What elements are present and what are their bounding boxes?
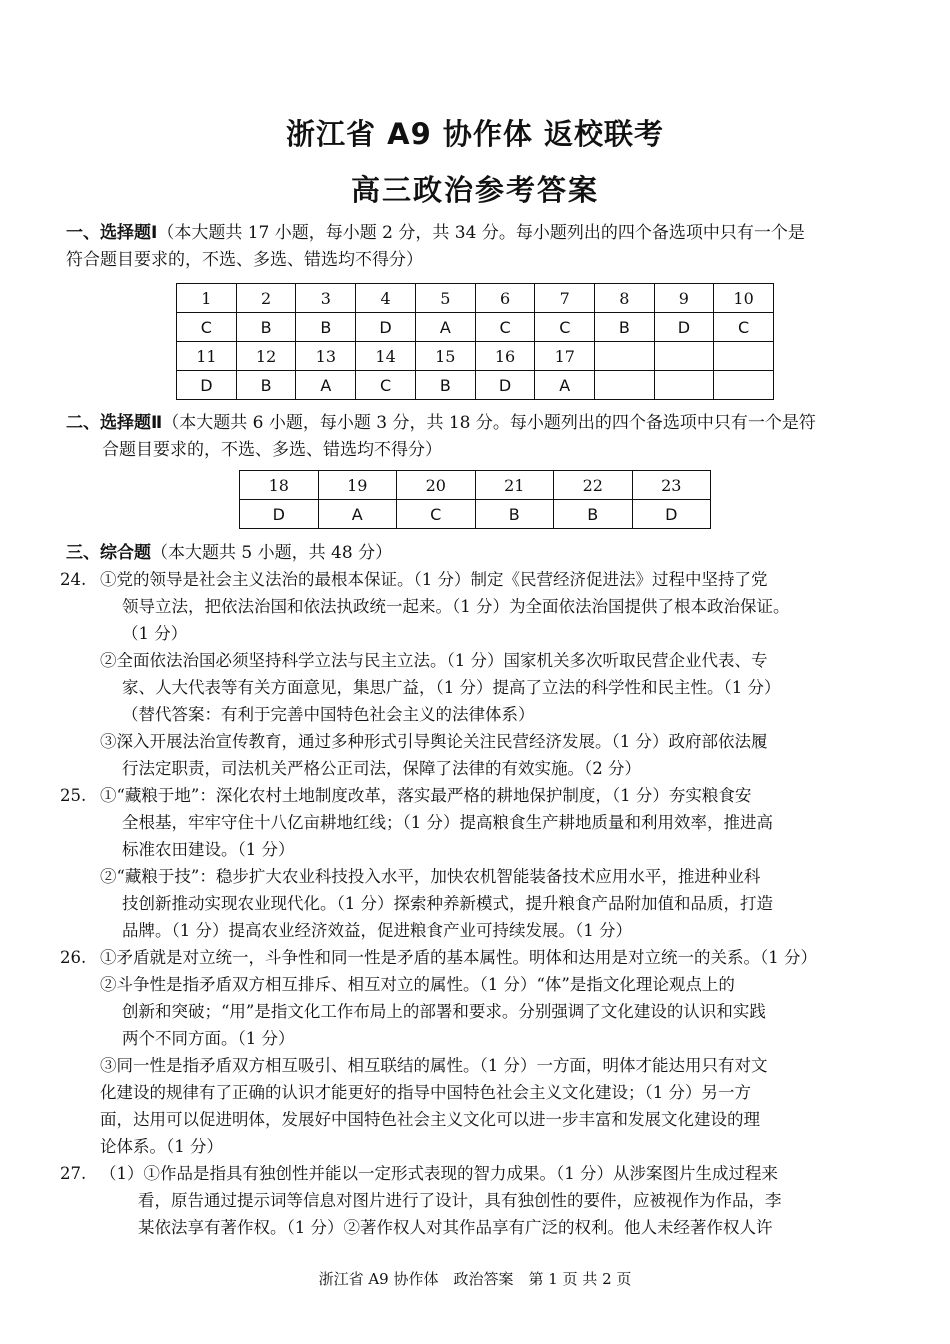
q27-number: 27.: [60, 1164, 87, 1183]
sec1-answer-cell: [714, 371, 774, 400]
sec1-answer-cell: B: [595, 313, 654, 342]
sec2-question-number-cell: 20: [397, 471, 476, 500]
section1-desc-line2: 符合题目要求的，不选、多选、错选均不得分）: [66, 250, 423, 270]
sec1-answer-cell: D: [654, 313, 714, 342]
sec1-question-number-cell: 16: [475, 342, 535, 371]
sec1-question-number-cell: 10: [714, 284, 774, 313]
sec1-question-number-cell: 13: [296, 342, 356, 371]
q24-line1: ①党的领导是社会主义法治的最根本保证。（1 分）制定《民营经济促进法》过程中坚持了党: [100, 570, 768, 589]
sec1-question-number-cell: 7: [535, 284, 595, 313]
sec1-question-number-cell: 8: [595, 284, 654, 313]
section2-desc-line1: （本大题共 6 小题，每小题 3 分，共 18 分。每小题列出的四个备选项中只有一个是符: [162, 413, 816, 433]
section3-desc: （本大题共 5 小题，共 48 分）: [151, 543, 393, 563]
q27-line3: 某依法享有著作权。（1 分）②著作权人对其作品享有广泛的权利。他人未经著作权人许: [138, 1218, 773, 1237]
sec1-answer-cell: A: [415, 313, 475, 342]
q25-line1: ①“藏粮于地”：深化农村土地制度改革，落实最严格的耕地保护制度，（1 分）夯实粮食安: [100, 786, 752, 805]
q27-line1: （1）①作品是指具有独创性并能以一定形式表现的智力成果。（1 分）从涉案图片生成过程来: [100, 1164, 778, 1183]
sec2-question-number-cell: 21: [475, 471, 554, 500]
sec2-row: [240, 471, 711, 500]
q26-line2: ②斗争性是指矛盾双方相互排斥、相互对立的属性。（1 分）“体”是指文化理论观点上的: [100, 975, 735, 994]
sec1-question-number-cell: 1: [177, 284, 237, 313]
q24-line7: ③深入开展法治宣传教育，通过多种形式引导舆论关注民营经济发展。（1 分）政府部依法履: [100, 732, 768, 751]
sec1-answer-cell: [595, 371, 654, 400]
section1-desc-line1: （本大题共 17 小题，每小题 2 分，共 34 分。每小题列出的四个备选项中只有一个是: [157, 223, 805, 243]
q24-line4: ②全面依法治国必须坚持科学立法与民主立法。（1 分）国家机关多次听取民营企业代表、专: [100, 651, 768, 670]
page-subtitle: 高三政治参考答案: [350, 173, 599, 207]
sec2-answer-cell: B: [475, 500, 554, 529]
sec1-answer-cell: B: [415, 371, 475, 400]
sec1-question-number-cell: 3: [296, 284, 356, 313]
sec1-question-number-cell: 17: [535, 342, 595, 371]
section3-header: [66, 540, 896, 567]
sec1-answer-cell: B: [236, 313, 296, 342]
sec2-question-number-cell: 19: [318, 471, 397, 500]
sec1-question-number-cell: 14: [356, 342, 416, 371]
sec1-question-number-cell: 11: [177, 342, 237, 371]
question-27: [60, 1160, 895, 1241]
q25-line6: 品牌。（1 分）提高农业经济效益，促进粮食产业可持续发展。（1 分）: [122, 921, 632, 940]
sec1-question-number-cell: 5: [415, 284, 475, 313]
section1-heading: 一、选择题Ⅰ: [66, 223, 158, 243]
q26-line5: ③同一性是指矛盾双方相互吸引、相互联结的属性。（1 分）一方面，明体才能达用只有对文: [100, 1056, 768, 1075]
question-25: [60, 782, 895, 944]
q27-line2: 看，原告通过提示词等信息对图片进行了设计，具有独创性的要件，应被视作为作品，李: [138, 1191, 782, 1210]
sec1-question-number-cell: 2: [236, 284, 296, 313]
q25-number: 25.: [60, 786, 87, 805]
q24-line3: （1 分）: [122, 624, 188, 643]
section1-answer-table: [176, 283, 774, 400]
sec1-answer-cell: C: [714, 313, 774, 342]
q26-line8: 论体系。（1 分）: [100, 1137, 223, 1156]
page-title: 浙江省 A9 协作体 返校联考: [286, 117, 664, 151]
sec2-question-number-cell: 23: [632, 471, 711, 500]
sec1-answer-cell: B: [296, 313, 356, 342]
sec1-question-number-cell: [595, 342, 654, 371]
section2-header: [66, 410, 896, 464]
q25-line3: 标准农田建设。（1 分）: [122, 840, 295, 859]
page-footer: 浙江省 A9 协作体 政治答案 第 1 页 共 2 页: [318, 1270, 632, 1288]
q24-line5: 家、人大代表等有关方面意见，集思广益，（1 分）提高了立法的科学性和民主性。（1 分）: [122, 678, 781, 697]
sec1-answer-cell: A: [535, 371, 595, 400]
sec1-answer-cell: A: [296, 371, 356, 400]
q24-line8: 行法定职责，司法机关严格公正司法，保障了法律的有效实施。（2 分）: [122, 759, 641, 778]
sec1-row: [177, 313, 774, 342]
q26-line3: 创新和突破；“用”是指文化工作布局上的部署和要求。分别强调了文化建设的认识和实践: [122, 1002, 766, 1021]
section1-header: [66, 220, 896, 274]
sec1-answer-cell: D: [356, 313, 416, 342]
sec1-question-number-cell: 6: [475, 284, 535, 313]
sec1-answer-cell: B: [236, 371, 296, 400]
sec1-answer-cell: C: [356, 371, 416, 400]
q26-line4: 两个不同方面。（1 分）: [122, 1029, 295, 1048]
q25-line5: 技创新推动实现农业现代化。（1 分）探索种养新模式，提升粮食产品附加值和品质，打造: [122, 894, 773, 913]
sec1-row: [177, 284, 774, 313]
sec2-answer-cell: D: [632, 500, 711, 529]
section3-heading: 三、综合题: [66, 543, 151, 563]
question-24: [60, 566, 895, 782]
q25-line2: 全根基，牢牢守住十八亿亩耕地红线；（1 分）提高粮食生产耕地质量和利用效率，推进高: [122, 813, 773, 832]
sec1-question-number-cell: 15: [415, 342, 475, 371]
sec2-question-number-cell: 18: [240, 471, 319, 500]
sec1-answer-cell: [654, 371, 714, 400]
sec1-answer-cell: C: [475, 313, 535, 342]
sec1-question-number-cell: 12: [236, 342, 296, 371]
sec1-answer-cell: D: [177, 371, 237, 400]
sec2-question-number-cell: 22: [554, 471, 633, 500]
section2-desc-line2: 合题目要求的，不选、多选、错选均不得分）: [102, 440, 442, 460]
sec1-question-number-cell: 4: [356, 284, 416, 313]
sec1-row: [177, 371, 774, 400]
question-26: [60, 944, 895, 1160]
q26-line1: ①矛盾就是对立统一，斗争性和同一性是矛盾的基本属性。明体和达用是对立统一的关系。（1 分）: [100, 948, 817, 967]
sec1-question-number-cell: 9: [654, 284, 714, 313]
q24-line6: （替代答案：有利于完善中国特色社会主义的法律体系）: [122, 705, 535, 724]
sec2-answer-cell: B: [554, 500, 633, 529]
sec1-answer-cell: C: [535, 313, 595, 342]
q26-number: 26.: [60, 948, 87, 967]
sec2-row: [240, 500, 711, 529]
section2-heading: 二、选择题Ⅱ: [66, 413, 163, 433]
q26-line6: 化建设的规律有了正确的认识才能更好的指导中国特色社会主义文化建设；（1 分）另一方: [100, 1083, 751, 1102]
q25-line4: ②“藏粮于技”：稳步扩大农业科技投入水平，加快农机智能装备技术应用水平，推进种业科: [100, 867, 761, 886]
sec2-answer-cell: A: [318, 500, 397, 529]
section2-answer-table: [239, 470, 711, 529]
sec1-question-number-cell: [654, 342, 714, 371]
q24-line2: 领导立法，把依法治国和依法执政统一起来。（1 分）为全面依法治国提供了根本政治保证。: [122, 597, 790, 616]
sec1-question-number-cell: [714, 342, 774, 371]
sec1-row: [177, 342, 774, 371]
sec1-answer-cell: D: [475, 371, 535, 400]
sec1-answer-cell: C: [177, 313, 237, 342]
q26-line7: 面，达用可以促进明体，发展好中国特色社会主义文化可以进一步丰富和发展文化建设的理: [100, 1110, 760, 1129]
sec2-answer-cell: C: [397, 500, 476, 529]
q24-number: 24.: [60, 570, 87, 589]
sec2-answer-cell: D: [240, 500, 319, 529]
